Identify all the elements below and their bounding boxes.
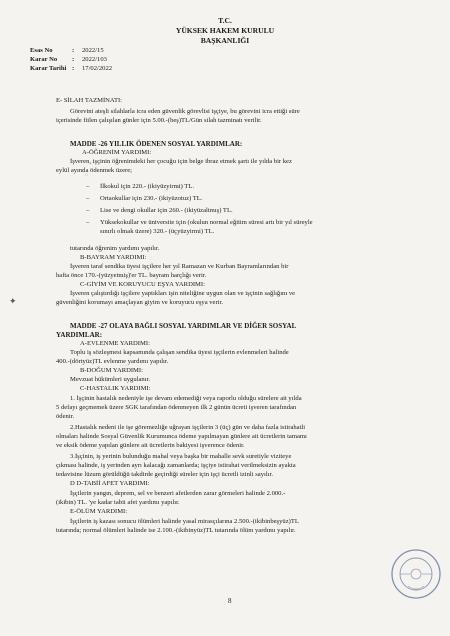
bayram-line: İşveren taraf sendika üyesi işçilere her yıl Ramazan ve Kurban Bayramlarından bir: [70, 263, 289, 270]
afet-line: İşçilerin yangın, deprem, sel ve benzeri afetlerden zarar görmeleri halinde 2.000.-: [70, 490, 286, 497]
header-tc: T.C.: [218, 16, 232, 25]
meta-key: Karar No: [30, 56, 58, 63]
ogrenim-end: tutarında öğrenim yardımı yapılır.: [70, 245, 160, 252]
afet-line: (ikibin) TL. 'ye kadar tabii afet yardımı yapılır.: [56, 499, 180, 506]
list-item: – Yüksekokullar ve üniversite için (okulun normal eğitim süresi artı bir yıl süreyle: [86, 219, 313, 226]
ogrenim-title: A-ÖĞRENİM YARDIMI:: [82, 149, 152, 156]
giyim-line: güvenliğini korumayı amaçlayan giyim ve koruyucu eşya verir.: [56, 299, 223, 306]
silah-line: Görevini ateşli silahlarla icra eden güvenlik görevlisi işçiye, bu görevini icra ettiği süre: [70, 108, 300, 115]
bayram-line: hafta önce 170.-(yüzyetmiş)'er TL. bayram harçlığı verir.: [56, 272, 207, 279]
hastalik-line: ve eksik ödeme yapılan günlere ait ücretlerin bakiyesi işverence ödenir.: [56, 442, 245, 449]
silah-line: içerisinde fiilen çalışılan günler için 5.00.-(beş)TL/Gün silah tazminatı verilir.: [56, 117, 262, 124]
madde-27-title: MADDE -27 OLAYA BAĞLI SOSYAL YARDIMLAR VE DİĞER SOSYAL: [70, 322, 297, 330]
ogrenim-line: eylül ayında ödenmek üzere;: [56, 167, 132, 174]
olum-line: İşçilerin iş kazası sonucu ölümleri halinde yasal mirasçılarına 2.500.-(ikibinbeşyüz)TL: [70, 518, 299, 525]
dogum-line: Mevzuat hükümleri uygulanır.: [70, 376, 151, 383]
hastalik-line: 5 defayı geçmemek üzere SGK tarafından ödenmeyen ilk 2 günün ücreti işveren tarafından: [56, 404, 297, 411]
page-number: 8: [228, 597, 232, 605]
hastalik-line: 2.Hastalık nedeni ile işe göremezliğe uğrayan işçilerin 3 (üç) gün ve daha fazla istirahatli: [70, 424, 306, 431]
meta-tarih: Karar Tarihi : 17/02/2022: [30, 65, 113, 72]
evlenme-line: 400.-(dörtyüz)TL evlenme yardımı yapılır.: [56, 358, 169, 365]
list-item: – Ortaokullar için 230.- (ikiyüzotuz) TL.: [86, 195, 203, 202]
silah-title: E- SİLAH TAZMİNATI:: [56, 97, 123, 104]
hastalik-line: 3.İşçinin, iş yerinin bulunduğu mahal veya başka bir mahalle sevk suretiyle viziteye: [70, 453, 292, 460]
giyim-title: C-GİYİM VE KORUYUCU EŞYA YARDIMI:: [80, 281, 205, 288]
hastalik-line: tedavisine lüzum görüldüğü takdirde geçirdiği süreler için işçi ücretli izinli sayılır.: [56, 471, 273, 478]
bayram-title: B-BAYRAM YARDIMI:: [80, 254, 147, 261]
ogrenim-line: İşveren, işçinin öğrenimdeki her çocuğu için belge ibraz etmek şartı ile yılda bir kez: [70, 158, 292, 165]
olum-title: E-ÖLÜM YARDIMI:: [70, 508, 128, 515]
giyim-line: İşveren çalıştırdığı işçilere yaptıkları işin niteliğine uygun olan ve işçinin sağlığını ve: [70, 290, 296, 297]
meta-value: 17/02/2022: [82, 65, 113, 72]
madde-27-title-cont: YARDIMLAR:: [56, 331, 103, 339]
meta-value: 2022/103: [82, 56, 107, 63]
meta-key: Karar Tarihi: [30, 65, 67, 72]
hastalik-title: C-HASTALIK YARDIMI:: [80, 385, 151, 392]
list-item-continued: sınırlı olmak üzere) 320.- (üçyüzyirmi) TL.: [100, 228, 215, 235]
list-item: – Lise ve dengi okullar için 260.- (ikiyüzaltmış) TL.: [86, 207, 233, 214]
list-item: – İlkokul için 220.- (ikiyüzyirmi) TL.: [86, 183, 195, 190]
official-seal-icon: [390, 548, 442, 600]
hastalik-line: olmaları halinde Sosyal Güvenlik Kurumunca ödeme yapılmayan günlere ait ücretlerin tamamı: [56, 433, 307, 440]
afet-title: D D-TABİİ AFET YARDIMI:: [70, 480, 150, 487]
evlenme-line: Toplu iş sözleşmesi kapsamında çalışan sendika üyesi işçilerin evlenmeleri halinde: [70, 349, 289, 356]
header-board: YÜKSEK HAKEM KURULU: [175, 26, 275, 35]
margin-mark-icon: ✦: [9, 296, 17, 306]
hastalik-line: 1. İşçinin hastalık nedeniyle işe devam edemediği veya raporlu olduğu sürelere ait yılda: [70, 395, 302, 402]
evlenme-title: A-EVLENME YARDIMI:: [80, 340, 150, 347]
meta-value: 2022/15: [82, 47, 104, 54]
meta-karar: Karar No : 2022/103: [30, 56, 107, 63]
hastalik-line: ödenir.: [56, 413, 75, 420]
meta-esas: Esas No : 2022/15: [30, 47, 104, 54]
meta-key: Esas No: [30, 47, 53, 54]
olum-line: tutarında; normal ölümleri halinde ise 2.100.-(ikibinyüz)TL tutarında ölüm yardımı yapılır.: [56, 527, 296, 534]
dogum-title: B-DOĞUM YARDIMI:: [80, 367, 143, 374]
hastalik-line: çıkması halinde, iş yerinden ayrı kalacağı zamanlarda; işçiye istirahat verilmeksizin ayakta: [56, 462, 296, 469]
madde-26-title: MADDE -26 YILLIK ÖDENEN SOSYAL YARDIMLAR:: [70, 140, 243, 148]
header-presidency: BAŞKANLIĞI: [200, 36, 250, 45]
